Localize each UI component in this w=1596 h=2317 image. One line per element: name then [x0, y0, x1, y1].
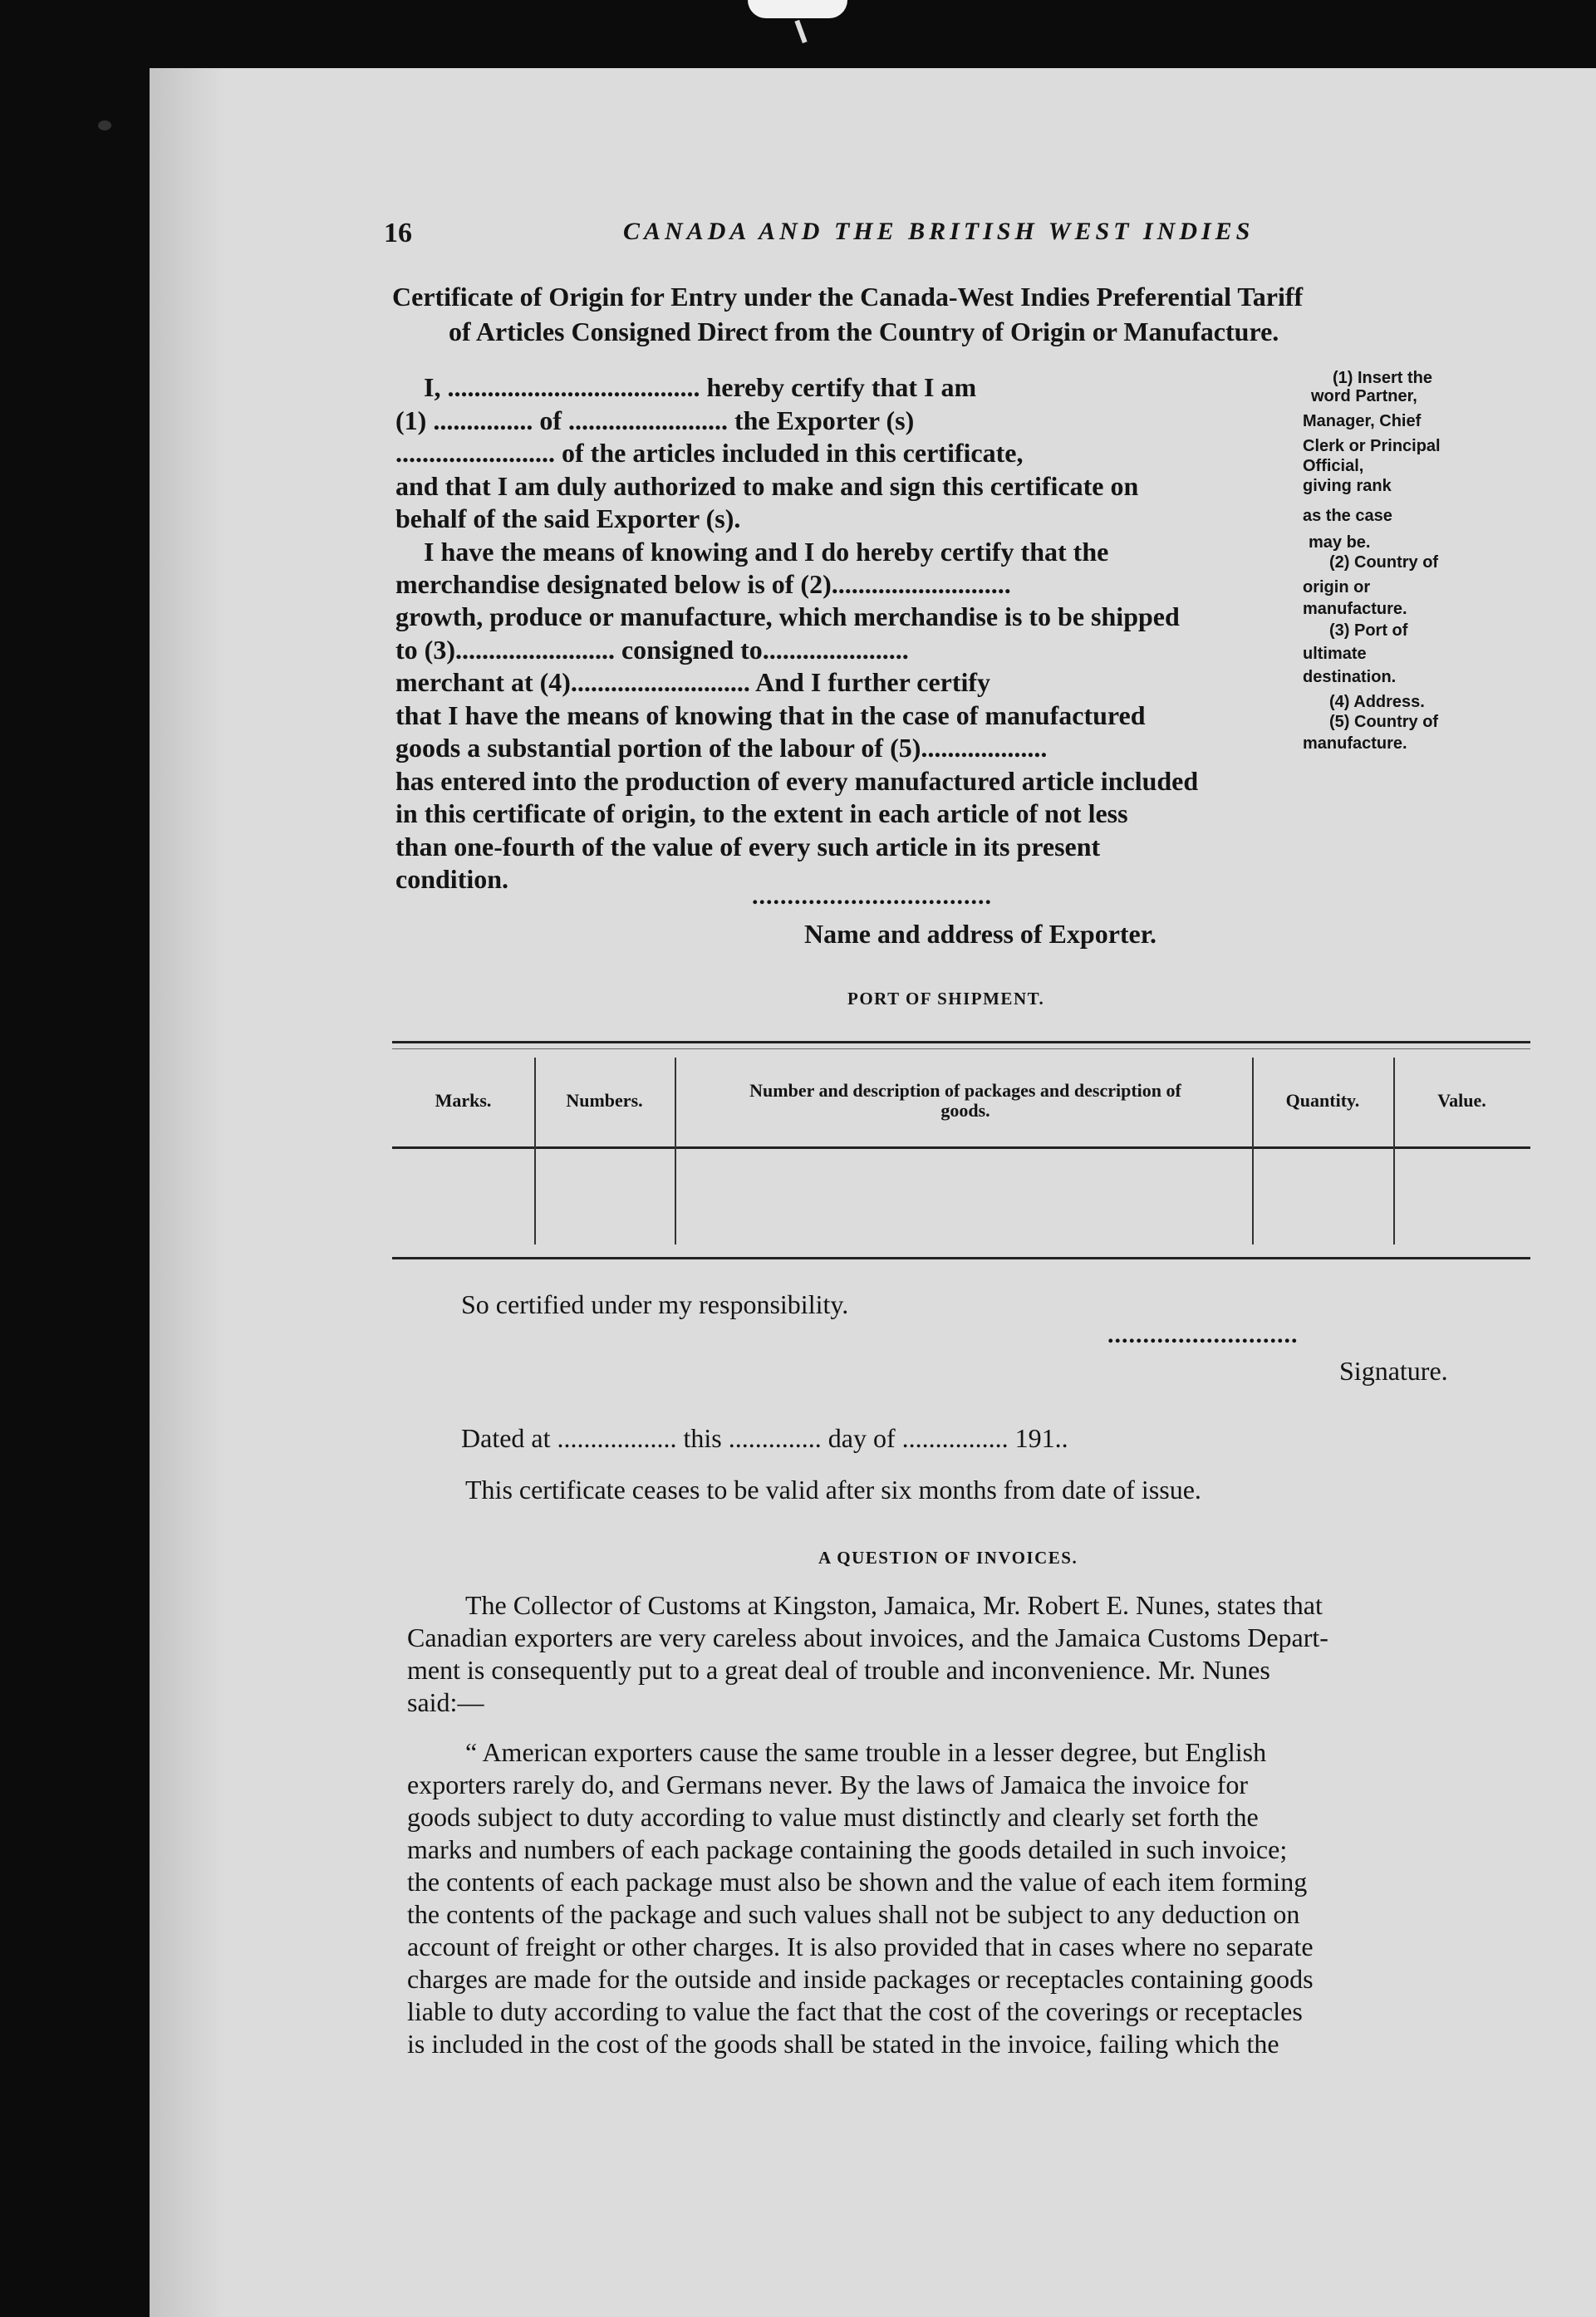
side-note: destination. [1303, 668, 1397, 686]
paragraph-line: charges are made for the outside and inside packages or receptacles containing goods [407, 1964, 1314, 1994]
table-top-rule [392, 1041, 1530, 1043]
side-note: ultimate [1303, 645, 1367, 663]
paragraph-line: the contents of the package and such values shall not be subject to any deduction on [407, 1899, 1300, 1929]
paragraph-line: exporters rarely do, and Germans never. By the laws of Jamaica the invoice for [407, 1770, 1249, 1799]
paragraph-line: ment is consequently put to a great deal of trouble and inconvenience. Mr. Nunes [407, 1655, 1270, 1685]
shipment-table [392, 1034, 1530, 1263]
cert-line: than one-fourth of the value of every such article in its present [395, 832, 1101, 862]
side-note: Official, [1303, 457, 1364, 475]
page-number: 16 [384, 218, 412, 248]
certificate-heading-line-1: Certificate of Origin for Entry under the Canada-West Indies Preferential Tariff [392, 282, 1304, 312]
paragraph-line: Canadian exporters are very careless about invoices, and the Jamaica Customs Depart- [407, 1622, 1328, 1652]
column-header-numbers: Numbers. [566, 1090, 643, 1111]
validity-note: This certificate ceases to be valid after six months from date of issue. [465, 1475, 1201, 1505]
port-of-shipment-title: PORT OF SHIPMENT. [847, 989, 1045, 1009]
certificate-heading [392, 279, 1530, 349]
signature-line: ........................... [1107, 1321, 1299, 1348]
side-note: may be. [1309, 533, 1371, 552]
cert-line: goods a substantial portion of the labour of (5)................... [395, 733, 1048, 763]
exporter-signature-line: .................................. [752, 882, 992, 910]
paragraph-line: The Collector of Customs at Kingston, Jamaica, Mr. Robert E. Nunes, states that [465, 1590, 1323, 1620]
cert-line: (1) ............... of ........................ the Exporter (s) [395, 405, 915, 435]
running-title: CANADA AND THE BRITISH WEST INDIES [623, 218, 1255, 245]
column-header-value: Value. [1437, 1090, 1486, 1111]
paragraph-line: the contents of each package must also be shown and the value of each item forming [407, 1867, 1308, 1897]
invoice-paragraph-1 [407, 1589, 1328, 1719]
cert-line: I, ...................................... hereby certify that I am [424, 372, 977, 402]
side-note: (3) Port of [1329, 621, 1408, 640]
side-note: word Partner, [1311, 387, 1417, 405]
side-note: Clerk or Principal [1303, 437, 1441, 455]
cert-line: that I have the means of knowing that in the case of manufactured [395, 700, 1146, 730]
side-note: giving rank [1303, 477, 1392, 495]
film-artifact-mark [794, 20, 807, 43]
paragraph-line: marks and numbers of each package containing the goods detailed in such invoice; [407, 1834, 1288, 1864]
column-header-description: Number and description of packages and description of goods. [749, 1080, 1181, 1121]
invoice-paragraph-2 [407, 1736, 1314, 2060]
cert-line: merchant at (4)........................... And I further certify [395, 667, 991, 697]
cert-line: in this certificate of origin, to the extent in each article of not less [395, 798, 1128, 828]
paragraph-line: account of freight or other charges. It is also provided that in cases where no separate [407, 1932, 1314, 1961]
section-title-invoices: A QUESTION OF INVOICES. [818, 1548, 1078, 1568]
cert-line: has entered into the production of every manufactured article included [395, 766, 1199, 796]
cert-line: I have the means of knowing and I do hereby certify that the [424, 537, 1109, 567]
paragraph-line: “ American exporters cause the same trouble in a lesser degree, but English [465, 1737, 1267, 1767]
side-note: manufacture. [1303, 600, 1407, 618]
paragraph-line: liable to duty according to value the fact that the cost of the coverings or receptacles [407, 1996, 1303, 2026]
cert-line: growth, produce or manufacture, which merchandise is to be shipped [395, 601, 1180, 631]
certificate-heading-line-2: of Articles Consigned Direct from the Country of Origin or Manufacture. [449, 317, 1279, 346]
side-note: as the case [1303, 507, 1392, 525]
exporter-caption: Name and address of Exporter. [804, 919, 1157, 949]
dated-line: Dated at .................. this .............. day of ................ 191.. [461, 1423, 1068, 1453]
table-top-rule-thin [392, 1048, 1530, 1049]
table-header-rule [392, 1146, 1530, 1149]
side-note: (1) Insert the [1333, 369, 1433, 387]
table-column-divider [534, 1058, 536, 1244]
cert-line: and that I am duly authorized to make and sign this certificate on [395, 471, 1139, 501]
column-header-marks: Marks. [435, 1090, 492, 1111]
film-artifact [748, 0, 847, 18]
paragraph-line: is included in the cost of the goods shall be stated in the invoice, failing which the [407, 2029, 1279, 2059]
cert-line: condition. [395, 864, 509, 894]
side-note: (4) Address. [1329, 693, 1425, 711]
paragraph-line: goods subject to duty according to value must distinctly and clearly set forth the [407, 1802, 1259, 1832]
cert-line: to (3)........................ consigned to...................... [395, 635, 909, 665]
cert-line: merchandise designated below is of (2)........................... [395, 569, 1011, 599]
paragraph-line: said:— [407, 1687, 484, 1717]
side-note: (2) Country of [1329, 553, 1439, 572]
table-column-divider [1393, 1058, 1395, 1244]
certified-statement: So certified under my responsibility. [461, 1289, 849, 1319]
signature-label: Signature. [1339, 1356, 1448, 1386]
side-note: Manager, Chief [1303, 412, 1422, 430]
film-edge-mark [98, 120, 111, 130]
table-column-divider [1252, 1058, 1254, 1244]
side-note: origin or [1303, 578, 1371, 596]
column-header-quantity: Quantity. [1285, 1090, 1360, 1111]
side-note: manufacture. [1303, 734, 1407, 753]
cert-line: behalf of the said Exporter (s). [395, 503, 741, 533]
table-column-divider [675, 1058, 676, 1244]
side-note: (5) Country of [1329, 713, 1439, 731]
table-bottom-rule [392, 1257, 1530, 1259]
page-gutter-shadow [150, 68, 224, 2317]
cert-line: ........................ of the articles included in this certificate, [395, 438, 1024, 468]
